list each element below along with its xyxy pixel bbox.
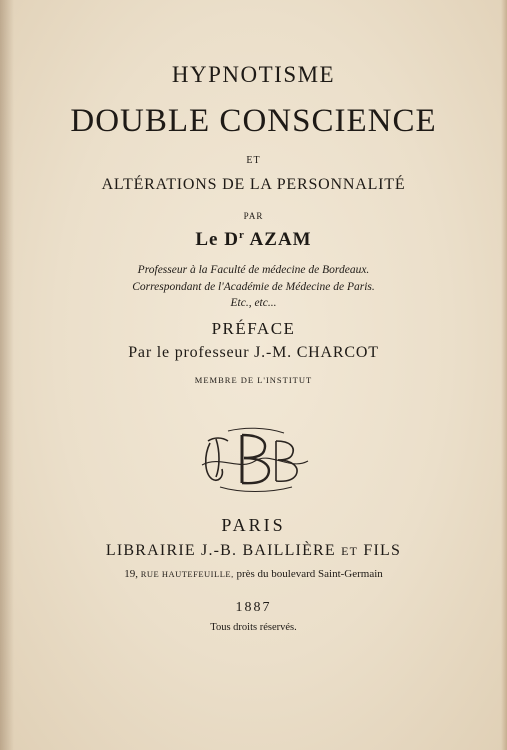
preface-by: Par le professeur J.-M. CHARCOT: [128, 344, 379, 361]
title-line-3: ALTÉRATIONS DE LA PERSONNALITÉ: [101, 176, 406, 193]
author-credential: Correspondant de l'Académie de Médecine de Paris.: [132, 281, 375, 293]
publisher-name-fils: FILS: [363, 542, 402, 559]
publication-year: 1887: [235, 600, 272, 615]
publisher-monogram-icon: [200, 425, 310, 495]
title-conjunction: ET: [246, 155, 261, 166]
preface-label: PRÉFACE: [211, 319, 296, 338]
publisher-name-main: LIBRAIRIE J.-B. BAILLIÈRE: [105, 542, 336, 559]
rights-notice: Tous droits réservés.: [210, 622, 297, 633]
publisher-city: PARIS: [221, 515, 286, 535]
publisher-address: [0, 568, 507, 580]
author-by: PAR: [243, 211, 264, 221]
preface-member: MEMBRE DE L'INSTITUT: [194, 375, 313, 385]
address-street: RUE HAUTEFEUILLE,: [140, 569, 234, 579]
author-credential: Etc., etc...: [230, 297, 277, 309]
author-name: AZAM: [249, 229, 312, 250]
author-sup: r: [238, 229, 245, 241]
address-number: 19,: [124, 568, 138, 580]
author-prefix: Le D: [195, 229, 239, 250]
publisher-et: ET: [341, 544, 359, 558]
publisher-name: [0, 542, 507, 560]
title-line-1: HYPNOTISME: [171, 62, 336, 87]
author-line: [0, 229, 507, 251]
address-rest: près du boulevard Saint-Germain: [236, 568, 383, 580]
title-line-2: DOUBLE CONSCIENCE: [70, 103, 437, 139]
author-credential: Professeur à la Faculté de médecine de Bordeaux.: [137, 264, 370, 276]
